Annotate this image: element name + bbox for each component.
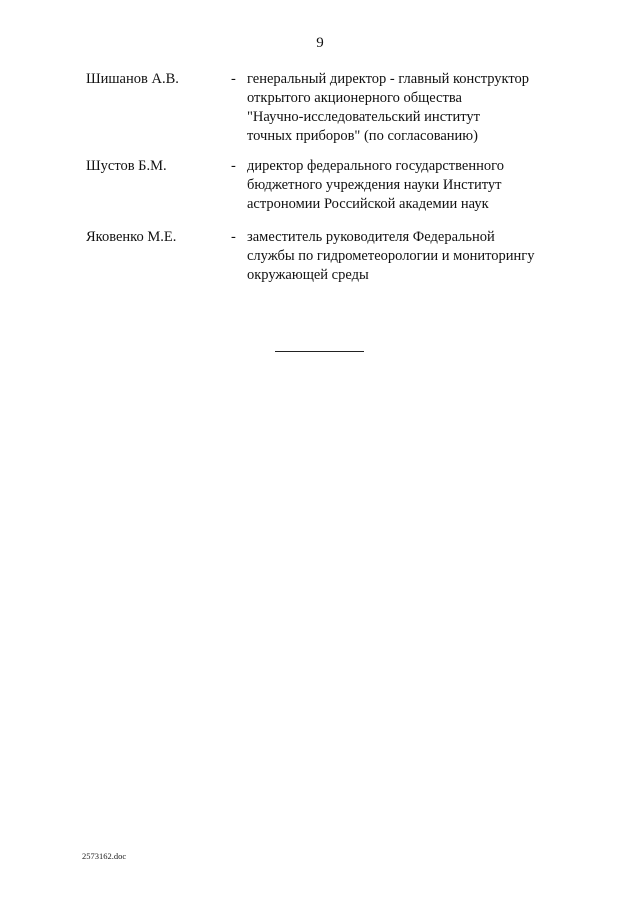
member-position <box>247 70 577 146</box>
page-number: 9 <box>316 35 324 51</box>
position-line: открытого акционерного общества <box>247 90 462 106</box>
position-line: точных приборов" (по согласованию) <box>247 128 478 144</box>
position-line: астрономии Российской академии наук <box>247 196 489 212</box>
separator-dash: - <box>231 71 236 87</box>
position-line: заместитель руководителя Федеральной <box>247 229 495 245</box>
member-position <box>247 157 577 214</box>
member-name: Шишанов А.В. <box>86 71 179 87</box>
document-file-reference: 2573162.doc <box>82 851 127 861</box>
separator-dash: - <box>231 229 236 245</box>
position-line: окружающей среды <box>247 267 369 283</box>
member-name: Яковенко М.Е. <box>86 229 177 245</box>
separator-dash: - <box>231 158 236 174</box>
position-line: "Научно-исследовательский институт <box>247 109 480 125</box>
position-line: генеральный директор - главный конструктор <box>247 71 530 87</box>
end-of-list-rule <box>275 351 364 352</box>
position-line: директор федерального государственного <box>247 158 504 174</box>
member-name: Шустов Б.М. <box>86 158 167 174</box>
member-position <box>247 228 577 285</box>
position-line: бюджетного учреждения науки Институт <box>247 177 502 193</box>
position-line: службы по гидрометеорологии и мониторингу <box>247 248 535 264</box>
